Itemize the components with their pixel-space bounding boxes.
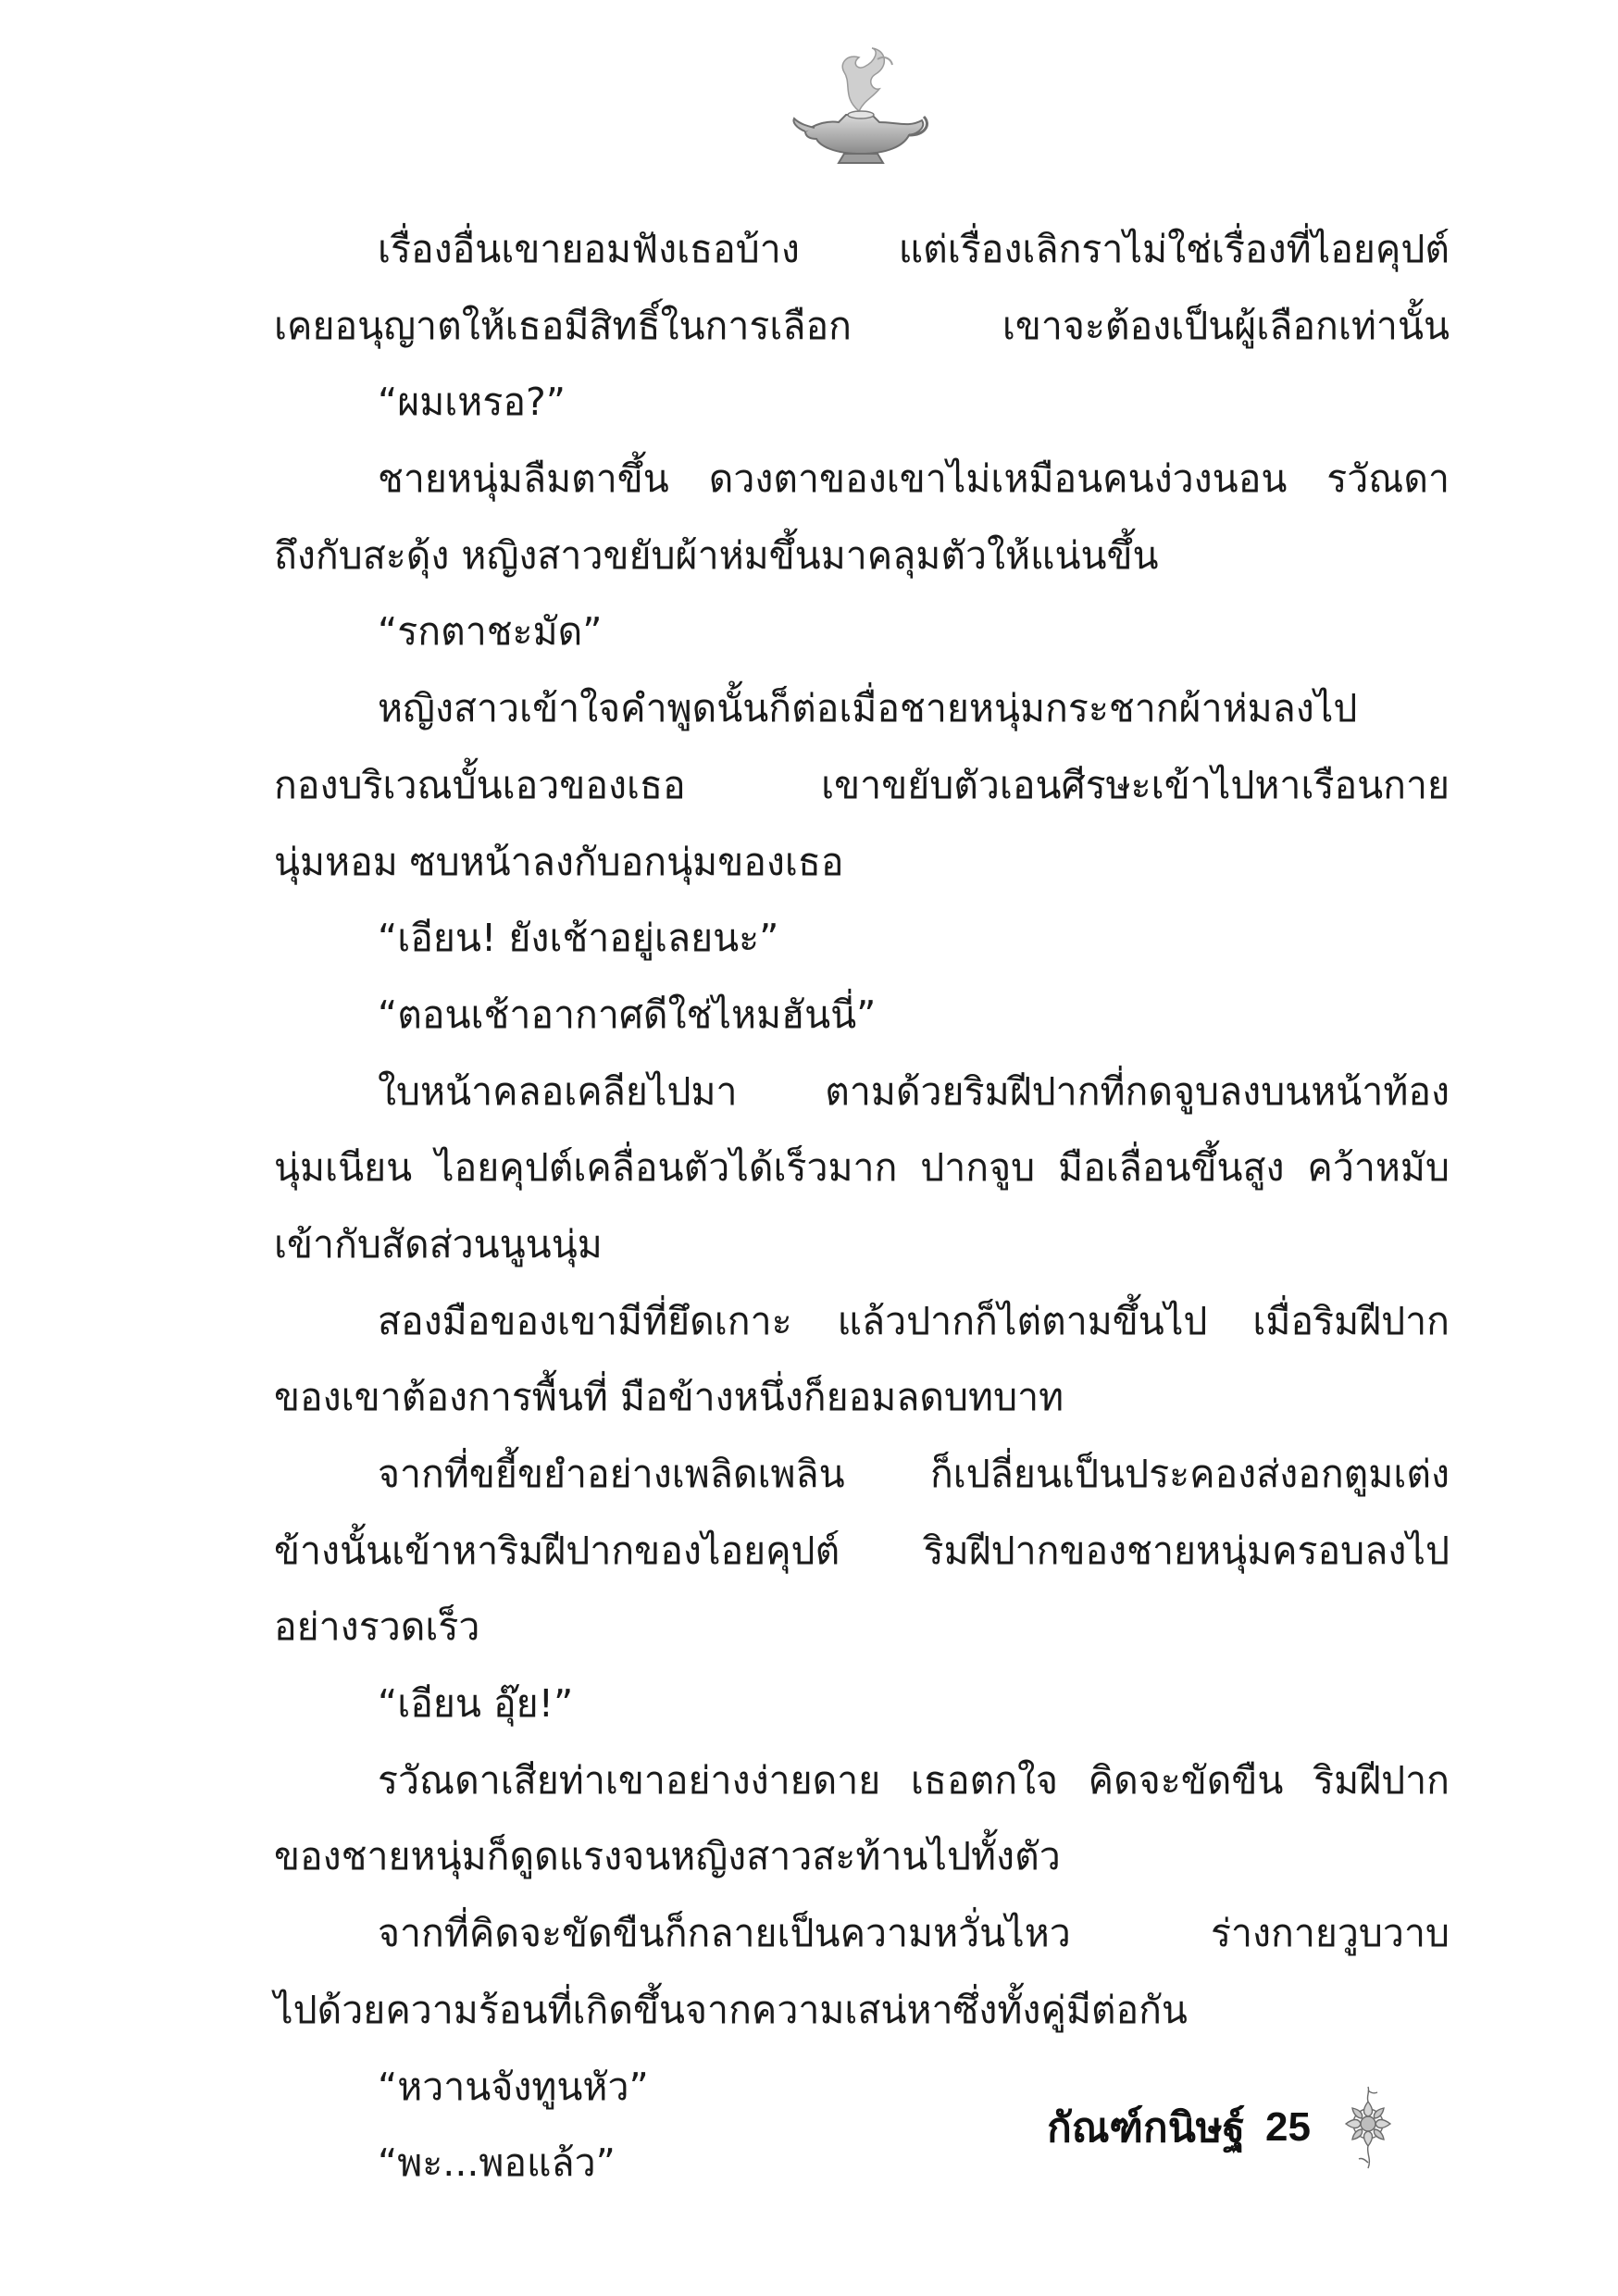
text-line: ถึงกับสะดุ้ง หญิงสาวขยับผ้าห่มขึ้นมาคลุมตัวให้แน่นขึ้น <box>274 532 1159 578</box>
text-line: ใบหน้าคลอเคลียไปมา ตามด้วยริมฝีปากที่กดจูบลงบนหน้าท้อง <box>378 1068 1450 1114</box>
text-line: รวัณดาเสียท่าเขาอย่างง่ายดาย เธอตกใจ คิดจะขัดขืน ริมฝีปาก <box>378 1757 1450 1803</box>
page-number: 25 <box>1265 2104 1311 2150</box>
text-line: จากที่ขยี้ขยำอย่างเพลิดเพลิน ก็เปลี่ยนเป็นประคองส่งอกตูมเต่ง <box>378 1452 1450 1496</box>
dialogue-line: “เอียน อุ๊ย!” <box>378 1681 574 1727</box>
text-line: นุ่มเนียน ไอยคุปต์เคลื่อนตัวได้เร็วมาก ปากจูบ มือเลื่อนขึ้นสูง คว้าหมับ <box>274 1145 1450 1191</box>
text-line: ไปด้วยความร้อนที่เกิดขึ้นจากความเสน่หาซึ่งทั้งคู่มีต่อกัน <box>274 1987 1188 2032</box>
text-line: หญิงสาวเข้าใจคำพูดนั้นก็ต่อเมื่อชายหนุ่มกระชากผ้าห่มลงไป <box>378 686 1358 731</box>
text-line: ของเขาต้องการพื้นที่ มือข้างหนึ่งก็ยอมลดบทบาท <box>274 1375 1064 1420</box>
text-line: เข้ากับสัดส่วนนูนนุ่ม <box>274 1221 603 1267</box>
dialogue-line: “เอียน! ยังเช้าอยู่เลยนะ” <box>378 916 779 961</box>
text-line: เคยอนุญาตให้เธอมีสิทธิ์ในการเลือก เขาจะต้องเป็นผู้เลือกเท่านั้น <box>274 303 1450 348</box>
dialogue-line: “พะ...พอแล้ว” <box>378 2140 616 2186</box>
dialogue-line: “ตอนเช้าอากาศดีใช่ไหมฮันนี่” <box>378 992 877 1037</box>
text-line: ของชายหนุ่มก็ดูดแรงจนหญิงสาวสะท้านไปทั้งตัว <box>274 1834 1061 1879</box>
text-line: จากที่คิดจะขัดขืนก็กลายเป็นความหวั่นไหว ร่างกายวูบวาบ <box>378 1911 1450 1956</box>
text-line: อย่างรวดเร็ว <box>274 1604 480 1650</box>
text-line: ชายหนุ่มลืมตาขึ้น ดวงตาของเขาไม่เหมือนคนง่วงนอน รวัณดา <box>378 456 1450 502</box>
genie-lamp-ornament-icon <box>787 46 935 176</box>
text-line: เรื่องอื่นเขายอมฟังเธอบ้าง แต่เรื่องเลิกราไม่ใช่เรื่องที่ไอยคุปต์ <box>378 227 1450 271</box>
text-line: ข้างนั้นเข้าหาริมฝีปากของไอยคุปต์ ริมฝีปากของชายหนุ่มครอบลงไป <box>274 1528 1450 1573</box>
text-line: นุ่มหอม ซบหน้าลงกับอกนุ่มของเธอ <box>274 839 844 884</box>
text-line: สองมือของเขามีที่ยึดเกาะ แล้วปากก็ไต่ตามขึ้นไป เมื่อริมฝีปาก <box>378 1298 1450 1343</box>
flower-ornament-icon <box>1331 2081 1405 2174</box>
book-title: กัณฑ์กนิษฐ์ <box>1047 2104 1246 2152</box>
dialogue-line: “ผมเหรอ?” <box>378 380 566 425</box>
dialogue-line: “หวานจังทูนหัว” <box>378 2064 649 2109</box>
page-footer <box>1047 2090 1405 2165</box>
text-line: กองบริเวณบั้นเอวของเธอ เขาขยับตัวเอนศีรษะเข้าไปหาเรือนกาย <box>274 762 1450 807</box>
body-text <box>274 211 1450 2202</box>
dialogue-line: “รกตาชะมัด” <box>378 609 603 655</box>
